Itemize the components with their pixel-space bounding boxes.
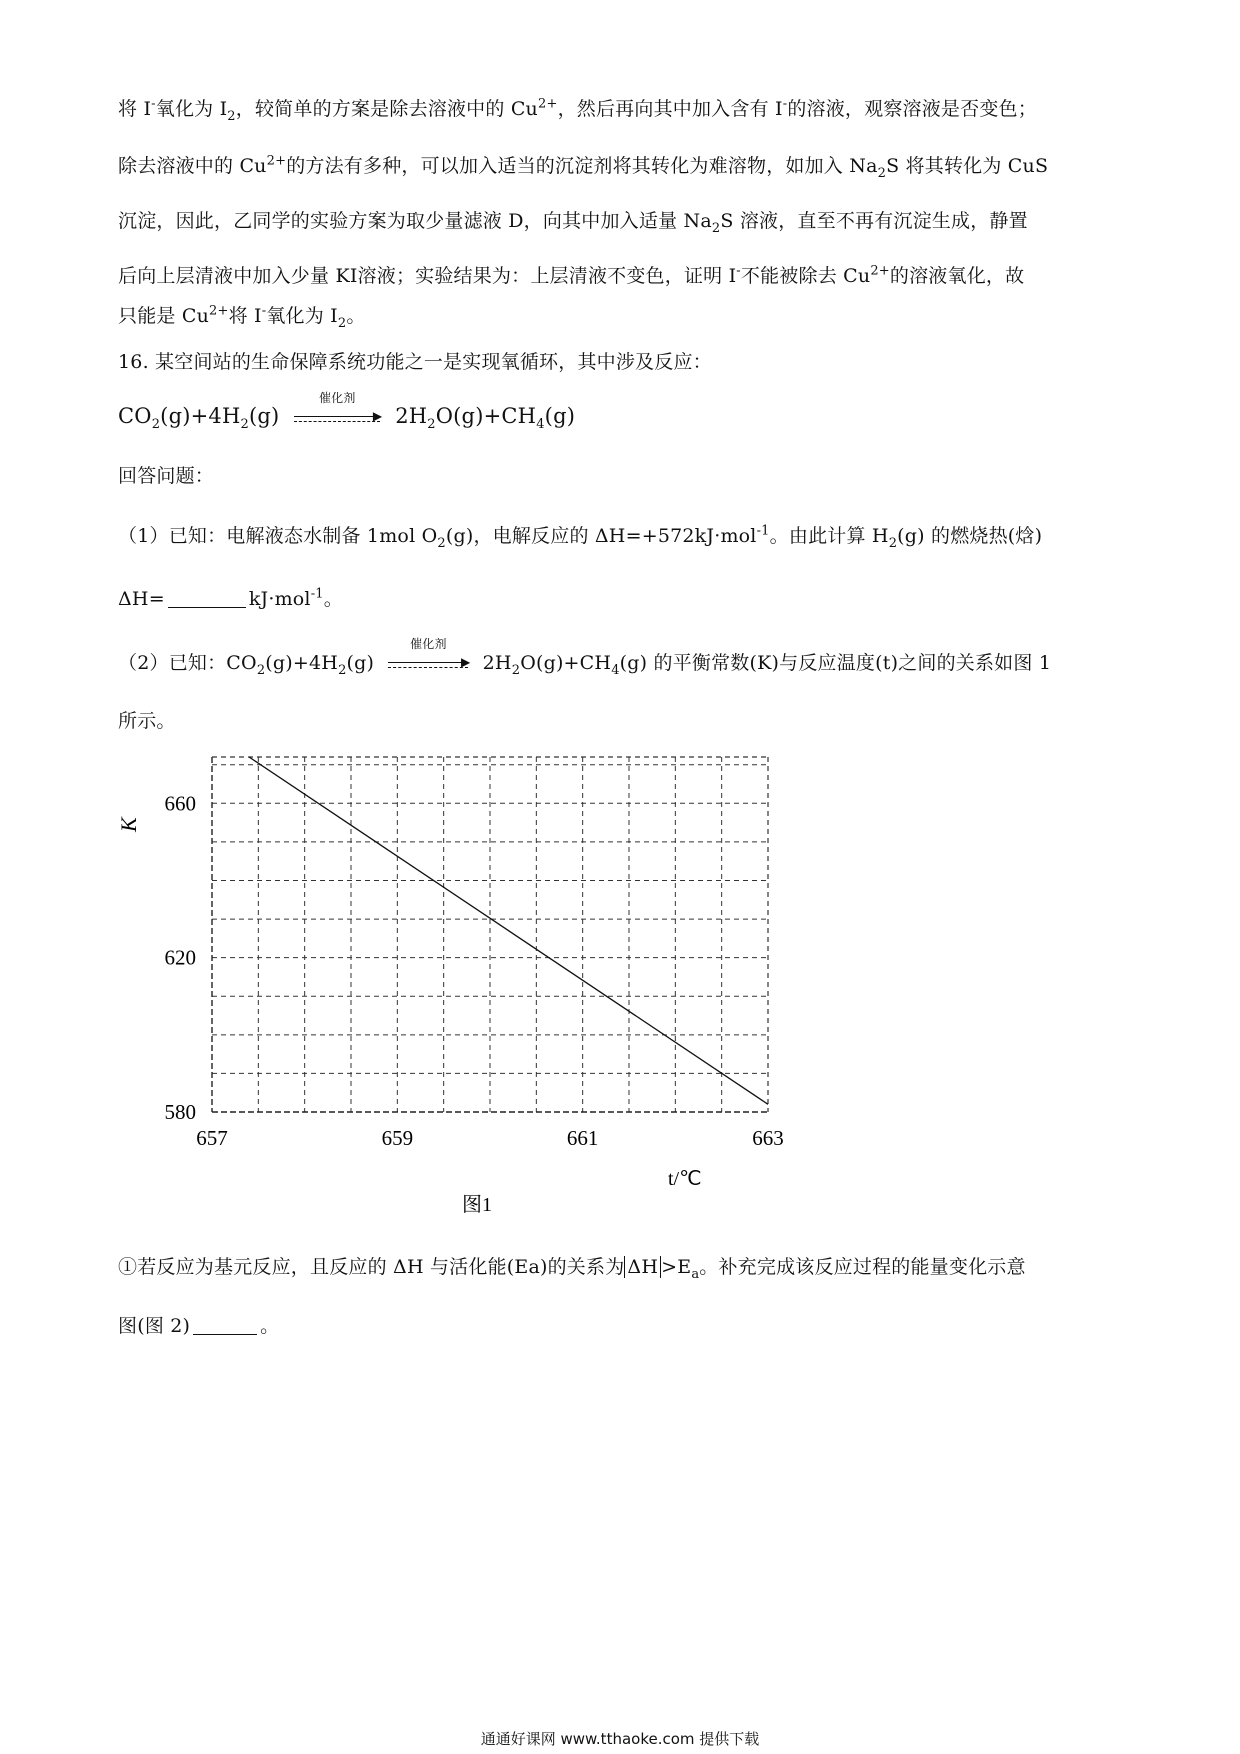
chart-tick-labels	[165, 791, 784, 1150]
sub-question-1-answer-line: ΔH= kJ·mol$^{-1}$。	[118, 586, 343, 610]
answer-prompt: 回答问题：	[118, 465, 215, 487]
sub-question-2-1: ①若反应为基元反应，且反应的 ΔH 与活化能(Ea)的关系为 $\Delta H >E_a$。补充完成该反应过程的能量变化示意	[118, 1256, 1026, 1282]
x-tick-label: 663	[752, 1126, 784, 1150]
text-line-3: 沉淀，因此，乙同学的实验方案为取少量滤液 D，向其中加入适量 $Na_2S$ 溶液，直至不再有沉淀生成，静置	[118, 210, 1028, 236]
abs-delta-h: ΔH	[624, 1256, 661, 1278]
question-16-stem: 16. 某空间站的生命保障系统功能之一是实现氧循环，其中涉及反应：	[118, 351, 712, 373]
catalyst-label-2: 催化剂	[410, 637, 447, 651]
y-axis-label: K	[116, 817, 141, 832]
text-line-1: 将 I-氧化为 $I_2$，较简单的方案是除去溶液中的 $Cu^{2+}$，然后再向其中加入含有 I-的溶液，观察溶液是否变色；	[118, 96, 1037, 124]
y-tick-label: 660	[164, 791, 196, 816]
catalyst-label: 催化剂	[318, 391, 356, 405]
reaction-equation: $CO_2(g)+4H_2(g)$ 催化剂 ▶ $2H_2O(g)+CH_4(g)$	[118, 391, 576, 433]
text-line-4: 后向上层清液中加入少量 KI溶液；实验结果为：上层清液不变色，证明 I-不能被除去 $Cu^{2+}$的溶液氧化，故	[118, 263, 1025, 287]
figure-caption: 图1	[462, 1194, 492, 1216]
x-tick-label: 657	[196, 1126, 228, 1150]
y-tick-label: 620	[164, 945, 196, 970]
x-tick-label: 659	[381, 1126, 414, 1150]
sub-question-1: （1）已知：电解液态水制备 1mol $O_2(g)$，电解反应的 ΔH=+572kJ·mol$^{-1}$。由此计算 $H_2(g)$ 的燃烧热(焓)	[118, 523, 1043, 551]
y-tick-label: 580	[164, 1100, 196, 1124]
series-line	[249, 757, 768, 1104]
text-line-2: 除去溶液中的 $Cu^{2+}$的方法有多种，可以加入适当的沉淀剂将其转化为难溶物，如加入 $Na_2S$ 将其转化为 CuS	[118, 153, 1049, 181]
page-footer: 通通好课网 www.tthaoke.com 提供下载	[480, 1730, 760, 1748]
chart-series	[249, 757, 768, 1104]
answer-blank-2[interactable]	[193, 1316, 257, 1335]
catalyst-arrow-2: 催化剂 ▶	[386, 651, 470, 673]
sub-question-2-1-cont: 图(图 2) 。	[118, 1315, 280, 1337]
chart-grid	[212, 757, 768, 1112]
sub-question-2-cont: 所示。	[118, 710, 176, 732]
sub-question-2: （2）已知：$CO_2(g)+4H_2(g)$ 催化剂 ▶ $2H_2O(g)+CH_4(g)$ 的平衡常数(K)与反应温度(t)之间的关系如图 1	[118, 637, 1052, 678]
text-line-5: 只能是 $Cu^{2+}$将 I-氧化为 $I_2$。	[118, 303, 366, 331]
catalyst-arrow: 催化剂 ▶	[292, 405, 382, 427]
x-axis-label: t/℃	[668, 1168, 702, 1190]
x-tick-label: 661	[566, 1126, 599, 1150]
